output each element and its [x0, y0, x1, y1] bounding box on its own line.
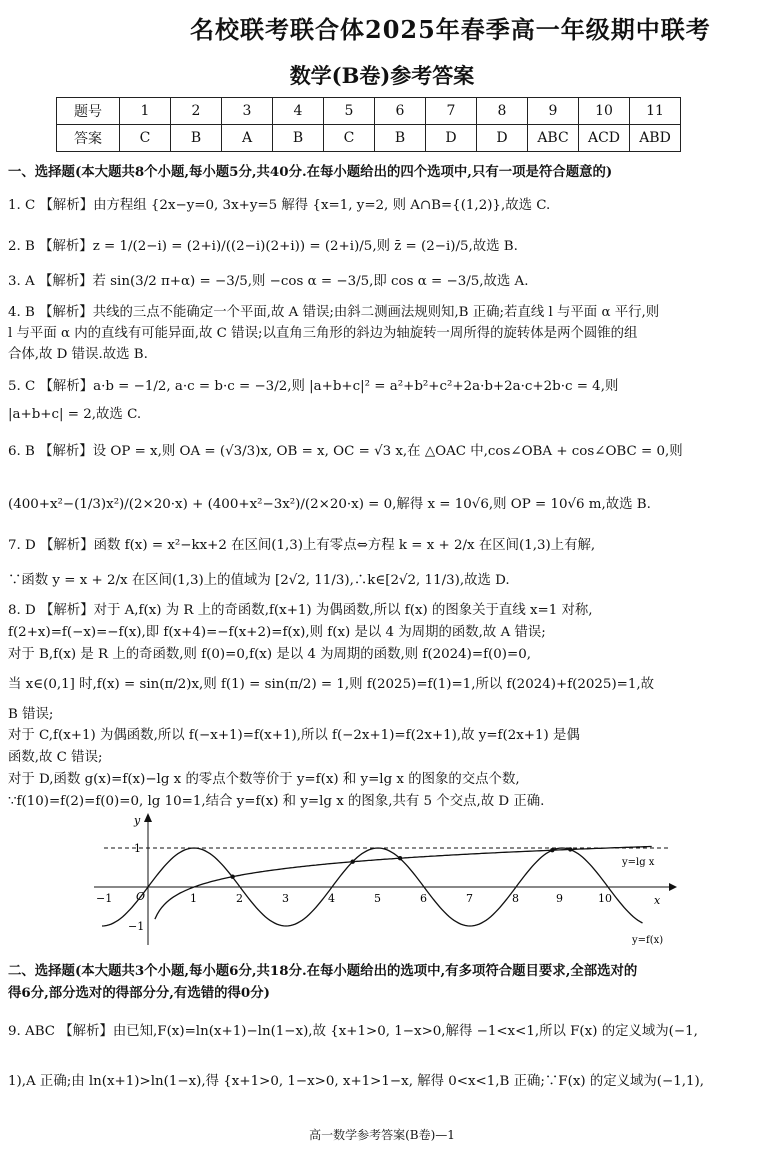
table-row	[57, 125, 681, 152]
solution-line: 合体,故 D 错误.故选 B.	[8, 347, 148, 362]
solution-line: 5. C 【解析】a·b = −1/2, a·c = b·c = −3/2,则 |a+b+c|² = a²+b²+c²+2a·b+2a·c+2b·c = 4,则	[8, 379, 619, 394]
x-tick-label: 3	[282, 892, 289, 905]
solution-line: f(2+x)=f(−x)=−f(x),即 f(x+4)=−f(x+2)=f(x),则 f(x) 是以 4 为周期的函数,故 A 错误;	[8, 625, 546, 640]
page-title: 名校联考联合体2025年春季高一年级期中联考	[190, 15, 711, 44]
table-cell: ABD	[630, 125, 681, 152]
page-subtitle: 数学(B卷)参考答案	[289, 63, 475, 88]
table-cell: A	[222, 125, 273, 152]
page-footer: 高一数学参考答案(B卷)—1	[309, 1128, 455, 1142]
table-cell: ACD	[579, 125, 630, 152]
answer-table	[56, 97, 681, 152]
x-tick-label: 7	[466, 892, 473, 905]
solution-line: 1. C 【解析】由方程组 {2x−y=0, 3x+y=5 解得 {x=1, y=2, 则 A∩B={(1,2)},故选 C.	[8, 198, 551, 213]
x-tick-label: 6	[420, 892, 427, 905]
x-tick-labels	[96, 892, 612, 905]
curve-lg-x	[155, 847, 652, 920]
table-cell: 10	[579, 98, 630, 125]
table-cell: 3	[222, 98, 273, 125]
x-tick-label: 5	[374, 892, 381, 905]
solution-line: 对于 D,函数 g(x)=f(x)−lg x 的零点个数等价于 y=f(x) 和 y=lg x 的图象的交点个数,	[8, 772, 520, 787]
solution-line: ∵f(10)=f(2)=f(0)=0, lg 10=1,结合 y=f(x) 和 y=lg x 的图象,共有 5 个交点,故 D 正确.	[8, 794, 545, 809]
x-tick-label: 1	[190, 892, 197, 905]
table-cell: B	[171, 125, 222, 152]
table-cell: 8	[477, 98, 528, 125]
x-tick-label: 8	[512, 892, 519, 905]
x-tick-label: 9	[556, 892, 563, 905]
x-axis-arrow	[669, 883, 677, 891]
table-cell: D	[477, 125, 528, 152]
solution-line: ∵函数 y = x + 2/x 在区间(1,3)上的值域为 [2√2, 11/3),∴k∈[2√2, 11/3),故选 D.	[8, 573, 510, 588]
origin-label: O	[136, 890, 146, 903]
curve-label-lg: y=lg x	[622, 857, 655, 868]
solution-line: (400+x²−(1/3)x²)/(2×20·x) + (400+x²−3x²)/(2×20·x) = 0,解得 x = 10√6,则 OP = 10√6 m,故选 B.	[8, 497, 651, 512]
solution-line: |a+b+c| = 2,故选 C.	[8, 407, 142, 422]
intersection-point	[568, 847, 572, 851]
table-header-cell: 题号	[57, 98, 120, 125]
section-heading: 二、选择题(本大题共3个小题,每小题6分,共18分.在每小题给出的选项中,有多项符合题目要求,全部选对的	[8, 963, 638, 979]
solution-line: 对于 C,f(x+1) 为偶函数,所以 f(−x+1)=f(x+1),所以 f(−2x+1)=f(2x+1),故 y=f(2x+1) 是偶	[8, 728, 580, 743]
function-graph	[94, 810, 684, 950]
table-cell: 4	[273, 98, 324, 125]
table-cell: 5	[324, 98, 375, 125]
solution-line: 3. A 【解析】若 sin(3/2 π+α) = −3/5,则 −cos α = −3/5,即 cos α = −3/5,故选 A.	[8, 274, 529, 289]
solution-line: 7. D 【解析】函数 f(x) = x²−kx+2 在区间(1,3)上有零点⇔方程 k = x + 2/x 在区间(1,3)上有解,	[8, 538, 596, 553]
table-cell: C	[324, 125, 375, 152]
table-cell: 9	[528, 98, 579, 125]
table-cell: 2	[171, 98, 222, 125]
y-axis-arrow	[144, 813, 152, 822]
y-tick-label: −1	[128, 920, 145, 933]
section-heading: 得6分,部分选对的得部分分,有选错的得0分)	[8, 985, 270, 1001]
y-tick-label: 1	[134, 842, 141, 855]
x-tick-label: 4	[328, 892, 335, 905]
solution-line: 当 x∈(0,1] 时,f(x) = sin(π/2)x,则 f(1) = sin(π/2) = 1,则 f(2025)=f(1)=1,所以 f(2024)+f(2025)=1,故	[8, 677, 655, 692]
solution-line: 6. B 【解析】设 OP = x,则 OA = (√3/3)x, OB = x, OC = √3 x,在 △OAC 中,cos∠OBA + cos∠OBC = 0,则	[8, 444, 683, 459]
solution-line: 4. B 【解析】共线的三点不能确定一个平面,故 A 错误;由斜二测画法规则知,B 正确;若直线 l 与平面 α 平行,则	[8, 305, 660, 320]
table-cell: 7	[426, 98, 477, 125]
solution-line: 对于 B,f(x) 是 R 上的奇函数,则 f(0)=0,f(x) 是以 4 为周期的函数,则 f(2024)=f(0)=0,	[8, 647, 532, 662]
intersection-point	[351, 860, 355, 864]
intersection-point	[550, 848, 554, 852]
x-axis-label: x	[654, 894, 661, 907]
intersection-point	[230, 875, 234, 879]
table-cell: B	[375, 125, 426, 152]
table-cell: 11	[630, 98, 681, 125]
table-row	[57, 98, 681, 125]
table-cell: C	[120, 125, 171, 152]
table-header-cell: 答案	[57, 125, 120, 152]
section-heading: 一、选择题(本大题共8个小题,每小题5分,共40分.在每小题给出的四个选项中,只有一项是符合题意的)	[8, 164, 613, 180]
solution-line: l 与平面 α 内的直线有可能异面,故 C 错误;以直角三角形的斜边为轴旋转一周所得的旋转体是两个圆锥的组	[8, 326, 638, 341]
solution-line: 1),A 正确;由 ln(x+1)>ln(1−x),得 {x+1>0, 1−x>0, x+1>1−x, 解得 0<x<1,B 正确;∵F(x) 的定义域为(−1,1),	[8, 1074, 705, 1089]
table-cell: 1	[120, 98, 171, 125]
table-cell: D	[426, 125, 477, 152]
solution-line: 9. ABC 【解析】由已知,F(x)=ln(x+1)−ln(1−x),故 {x+1>0, 1−x>0,解得 −1<x<1,所以 F(x) 的定义域为(−1,	[8, 1024, 698, 1039]
table-cell: 6	[375, 98, 426, 125]
solution-line: B 错误;	[8, 707, 54, 722]
table-cell: B	[273, 125, 324, 152]
x-tick-label: −1	[96, 892, 113, 905]
x-tick-label: 2	[236, 892, 243, 905]
x-tick-label: 10	[598, 892, 612, 905]
curve-label-f: y=f(x)	[632, 935, 664, 946]
y-axis-label: y	[134, 814, 141, 827]
solution-line: 8. D 【解析】对于 A,f(x) 为 R 上的奇函数,f(x+1) 为偶函数,所以 f(x) 的图象关于直线 x=1 对称,	[8, 603, 593, 618]
solution-line: 2. B 【解析】z = 1/(2−i) = (2+i)/((2−i)(2+i)) = (2+i)/5,则 z̄ = (2−i)/5,故选 B.	[8, 239, 518, 254]
intersection-point	[398, 856, 402, 860]
solution-line: 函数,故 C 错误;	[8, 750, 103, 765]
table-cell: ABC	[528, 125, 579, 152]
